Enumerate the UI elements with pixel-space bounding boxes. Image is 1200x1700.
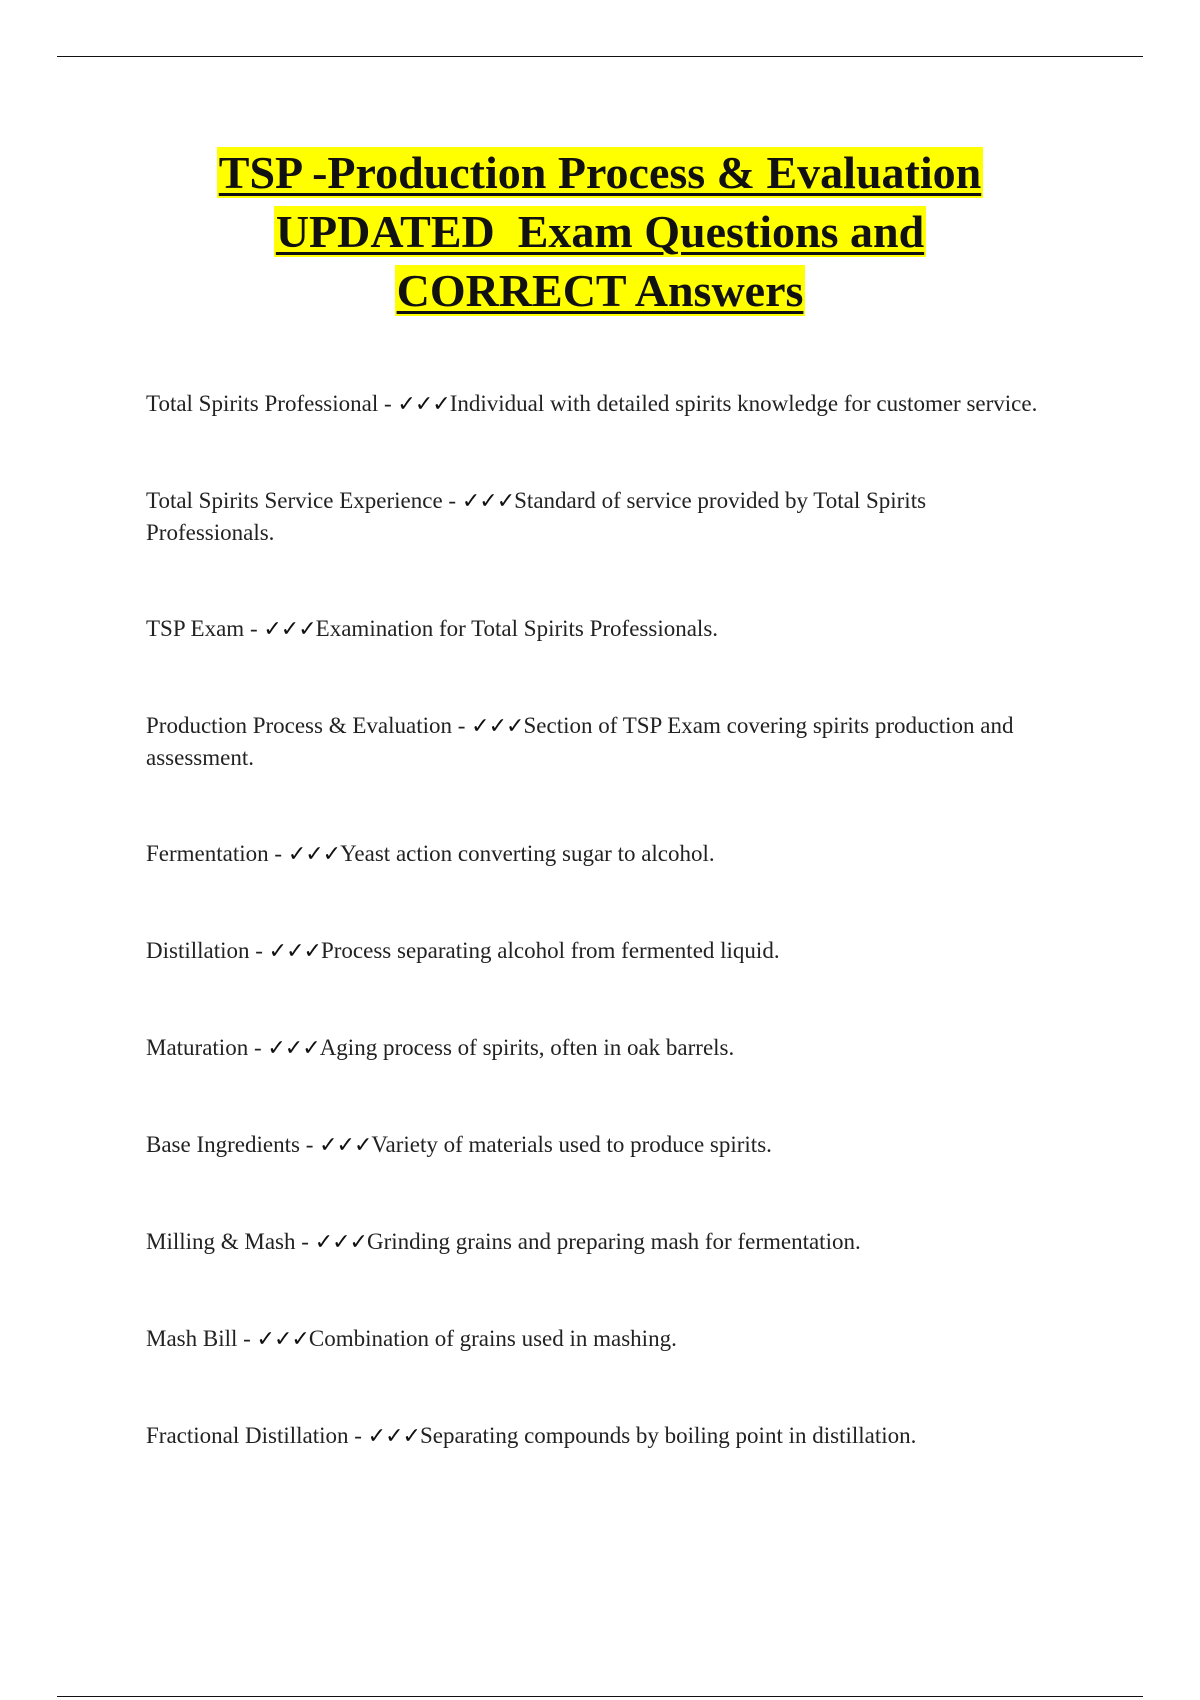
qa-separator: - [248,1035,268,1060]
qa-item [146,838,1046,870]
qa-definition: Yeast action converting sugar to alcohol. [340,841,715,866]
qa-term: Distillation [146,938,250,963]
check-marks-icon: ✓✓✓ [268,939,321,964]
qa-separator: - [348,1423,368,1448]
qa-definition: Process separating alcohol from fermented liquid. [320,938,780,963]
qa-definition: Standard of service provided by Total Spirits Professionals. [146,488,927,545]
qa-term: Milling & Mash [146,1229,296,1254]
check-marks-icon: ✓✓✓ [314,1230,367,1255]
title-line-2 [100,202,1100,261]
qa-term: Production Process & Evaluation [146,713,452,738]
check-marks-icon: ✓✓✓ [471,714,524,739]
check-marks-icon: ✓✓✓ [461,489,515,514]
qa-term: Fractional Distillation [146,1423,349,1448]
qa-item [146,613,1046,645]
qa-separator: - [295,1229,315,1254]
qa-definition: Combination of grains used in mashing. [308,1326,677,1351]
qa-item [146,485,1046,548]
check-marks-icon: ✓✓✓ [267,1036,320,1061]
qa-separator: - [249,938,269,963]
qa-definition: Separating compounds by boiling point in distillation. [419,1423,917,1448]
qa-definition: Grinding grains and preparing mash for fermentation. [367,1229,861,1254]
qa-list [146,388,1046,1452]
qa-item [146,1323,1046,1355]
qa-term: Fermentation [146,841,269,866]
qa-definition: Examination for Total Spirits Professionals. [315,616,719,641]
qa-term: TSP Exam [146,616,245,641]
check-marks-icon: ✓✓✓ [256,1327,309,1352]
qa-item [146,710,1046,773]
qa-item [146,1129,1046,1161]
title-line-1 [100,143,1100,202]
title-line-3 [100,261,1100,320]
top-rule [57,56,1143,57]
check-marks-icon: ✓✓✓ [263,617,316,642]
qa-separator: - [268,841,288,866]
title-text-1: TSP -Production Process & Evaluation [218,147,982,198]
qa-item [146,1420,1046,1452]
qa-item [146,1226,1046,1258]
qa-separator: - [237,1326,257,1351]
check-marks-icon: ✓✓✓ [319,1133,372,1158]
document-title [100,143,1100,320]
qa-separator: - [442,488,462,513]
bottom-rule [57,1696,1143,1697]
qa-term: Base Ingredients [146,1132,300,1157]
qa-definition: Individual with detailed spirits knowledge for customer service. [449,391,1038,416]
qa-separator: - [299,1132,320,1157]
title-text-3: CORRECT Answers [396,265,804,316]
qa-item [146,388,1046,420]
check-marks-icon: ✓✓✓ [367,1424,420,1449]
qa-item [146,935,1046,967]
title-text-2: UPDATED Exam Questions and [275,206,925,257]
qa-separator: - [378,391,398,416]
qa-item [146,1032,1046,1064]
check-marks-icon: ✓✓✓ [397,392,450,417]
qa-term: Total Spirits Service Experience [146,488,443,513]
check-marks-icon: ✓✓✓ [287,842,341,867]
qa-definition: Variety of materials used to produce spirits. [371,1132,772,1157]
qa-separator: - [452,713,472,738]
qa-term: Mash Bill [146,1326,238,1351]
qa-term: Maturation [146,1035,249,1060]
qa-definition: Section of TSP Exam covering spirits production and assessment. [146,713,1014,770]
qa-term: Total Spirits Professional [146,391,379,416]
qa-separator: - [244,616,264,641]
qa-definition: Aging process of spirits, often in oak barrels. [319,1035,735,1060]
